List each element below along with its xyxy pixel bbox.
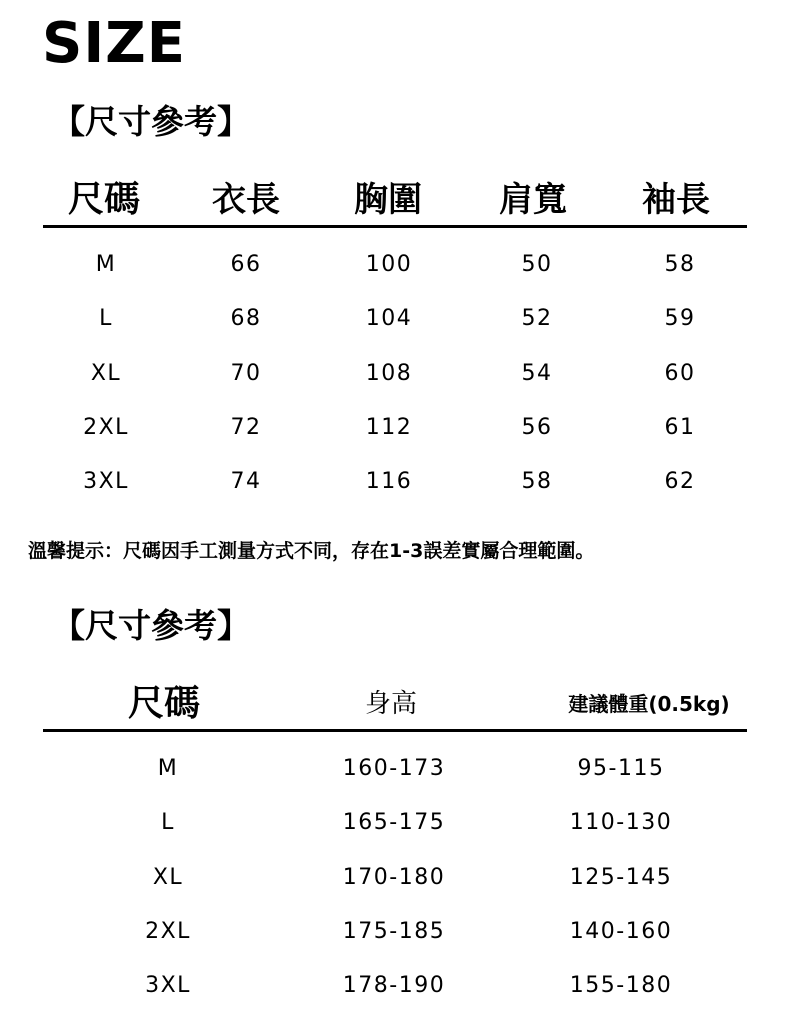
- table1-header-divider: [43, 225, 747, 228]
- table1-cell-sleeve: 62: [664, 469, 696, 494]
- table-row: [0, 297, 790, 341]
- table1-cell-chest: 112: [365, 415, 413, 440]
- table1-header-size: 尺碼: [67, 179, 141, 220]
- table-row: [0, 406, 790, 450]
- table1-cell-shoulder: 54: [521, 361, 553, 386]
- table-row: [0, 352, 790, 396]
- table1-cell-size: XL: [90, 361, 122, 386]
- table2-header-row: [0, 682, 790, 726]
- table2-cell-size: L: [161, 810, 175, 835]
- table1-cell-chest: 116: [365, 469, 413, 494]
- table-row: [0, 801, 790, 845]
- section-title-size-reference: 【尺寸參考】: [52, 102, 250, 141]
- table2-header-size: 尺碼: [127, 683, 201, 724]
- table1-header-length: 衣長: [212, 180, 280, 220]
- table1-cell-size: M: [95, 252, 117, 277]
- table2-cell-weight: 125-145: [569, 865, 673, 890]
- table2-cell-height: 175-185: [342, 919, 446, 944]
- table1-cell-shoulder: 58: [521, 469, 553, 494]
- table2-cell-size: 2XL: [145, 919, 191, 944]
- table2-cell-weight: 95-115: [577, 756, 665, 781]
- table2-cell-height: 160-173: [342, 756, 446, 781]
- table1-cell-chest: 108: [365, 361, 413, 386]
- table2-cell-size: M: [157, 756, 179, 781]
- table2-cell-weight: 110-130: [569, 810, 673, 835]
- table1-cell-sleeve: 60: [664, 361, 696, 386]
- table1-header-shoulder: 肩寬: [499, 180, 567, 220]
- table2-cell-height: 165-175: [342, 810, 446, 835]
- table1-cell-sleeve: 58: [664, 252, 696, 277]
- table-row: [0, 964, 790, 1008]
- table1-cell-sleeve: 61: [664, 415, 696, 440]
- table1-cell-chest: 104: [365, 306, 413, 331]
- table1-cell-shoulder: 50: [521, 252, 553, 277]
- page-title: SIZE: [42, 11, 187, 76]
- table1-header-sleeve: 袖長: [642, 180, 710, 220]
- measurement-tip: 溫馨提示：尺碼因手工測量方式不同，存在1-3誤差實屬合理範圍。: [28, 540, 595, 562]
- table-row: [0, 856, 790, 900]
- table2-cell-size: XL: [152, 865, 184, 890]
- table-row: [0, 243, 790, 287]
- section-title-size-reference-2: 【尺寸參考】: [52, 606, 250, 645]
- table2-cell-height: 170-180: [342, 865, 446, 890]
- table1-cell-size: 3XL: [83, 469, 129, 494]
- table2-cell-size: 3XL: [145, 973, 191, 998]
- table2-cell-height: 178-190: [342, 973, 446, 998]
- table1-cell-length: 70: [230, 361, 262, 386]
- table1-header-row: [0, 178, 790, 222]
- table1-cell-sleeve: 59: [664, 306, 696, 331]
- table1-cell-size: 2XL: [83, 415, 129, 440]
- table1-cell-size: L: [99, 306, 113, 331]
- table1-cell-length: 74: [230, 469, 262, 494]
- table1-cell-length: 72: [230, 415, 262, 440]
- table2-header-divider: [43, 729, 747, 732]
- table2-header-height: 身高: [364, 689, 418, 719]
- table2-cell-weight: 155-180: [569, 973, 673, 998]
- table-row: [0, 460, 790, 504]
- table1-cell-length: 68: [230, 306, 262, 331]
- table1-header-chest: 胸圍: [354, 180, 422, 220]
- table-row: [0, 747, 790, 791]
- table1-cell-shoulder: 56: [521, 415, 553, 440]
- table1-cell-length: 66: [230, 252, 262, 277]
- table2-cell-weight: 140-160: [569, 919, 673, 944]
- table2-header-weight: 建議體重(0.5kg): [568, 692, 730, 716]
- table1-cell-shoulder: 52: [521, 306, 553, 331]
- table1-cell-chest: 100: [365, 252, 413, 277]
- table-row: [0, 910, 790, 954]
